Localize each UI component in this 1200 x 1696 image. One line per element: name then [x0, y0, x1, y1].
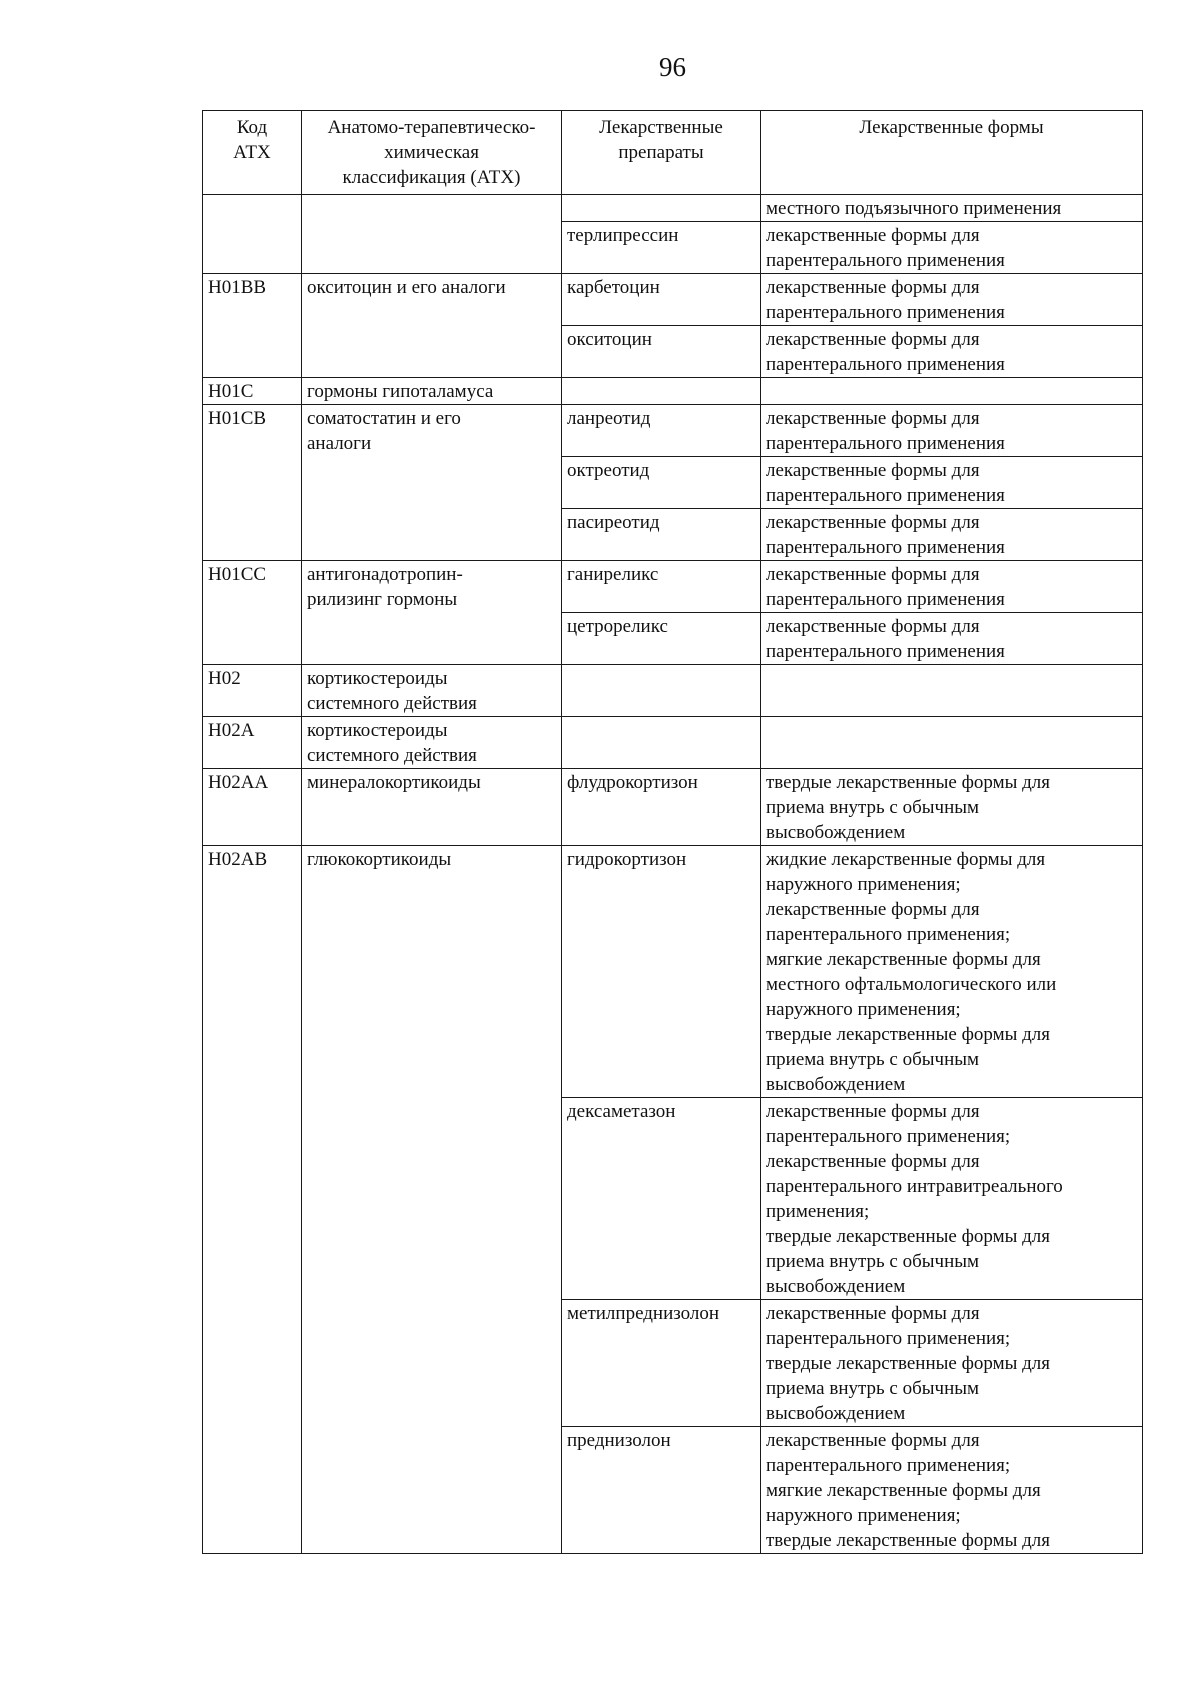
group-cell: гормоны гипоталамуса: [302, 378, 562, 405]
drug-cell: ганиреликс: [562, 561, 761, 613]
drug-cell: ланреотид: [562, 405, 761, 457]
drug-cell: терлипрессин: [562, 222, 761, 274]
form-cell: лекарственные формы для парентерального применения: [761, 326, 1143, 378]
drug-cell: [562, 717, 761, 769]
form-cell: лекарственные формы для парентерального применения: [761, 222, 1143, 274]
group-cell: соматостатин и его аналоги: [302, 405, 562, 561]
form-cell: лекарственные формы для парентерального применения: [761, 613, 1143, 665]
group-cell: кортикостероиды системного действия: [302, 717, 562, 769]
code-cell: H02AB: [203, 846, 302, 1554]
header-forms: Лекарственные формы: [761, 111, 1143, 195]
header-code: Код АТХ: [203, 111, 302, 195]
code-cell: H02: [203, 665, 302, 717]
code-cell: H02AA: [203, 769, 302, 846]
code-cell: H01BB: [203, 274, 302, 378]
code-cell: H01CB: [203, 405, 302, 561]
table-row: [203, 274, 1143, 326]
form-cell: лекарственные формы для парентерального применения: [761, 561, 1143, 613]
group-cell: [302, 195, 562, 274]
table-row: [203, 195, 1143, 222]
drug-cell: карбетоцин: [562, 274, 761, 326]
code-cell: H02A: [203, 717, 302, 769]
table-row: [203, 846, 1143, 1098]
table-header-row: [203, 111, 1143, 195]
code-cell: [203, 195, 302, 274]
drug-cell: окситоцин: [562, 326, 761, 378]
atx-drug-table: [202, 110, 1143, 1554]
form-cell: [761, 665, 1143, 717]
drug-cell: метилпреднизолон: [562, 1300, 761, 1427]
group-cell: кортикостероиды системного действия: [302, 665, 562, 717]
group-cell: минералокортикоиды: [302, 769, 562, 846]
drug-cell: преднизолон: [562, 1427, 761, 1554]
code-cell: H01C: [203, 378, 302, 405]
table-row: [203, 717, 1143, 769]
drug-cell: октреотид: [562, 457, 761, 509]
drug-cell: флудрокортизон: [562, 769, 761, 846]
form-cell: лекарственные формы для парентерального применения; твердые лекарственные формы для приема внутрь с обычным высвобождением: [761, 1300, 1143, 1427]
header-drugs: Лекарственные препараты: [562, 111, 761, 195]
form-cell: лекарственные формы для парентерального применения: [761, 274, 1143, 326]
drug-cell: дексаметазон: [562, 1098, 761, 1300]
form-cell: лекарственные формы для парентерального применения: [761, 405, 1143, 457]
drug-cell: [562, 665, 761, 717]
code-cell: H01CC: [203, 561, 302, 665]
form-cell: лекарственные формы для парентерального применения; лекарственные формы для парентерального интравитреального применения; твердые лекарственные формы для приема внутрь с обычным высвобождением: [761, 1098, 1143, 1300]
drug-cell: пасиреотид: [562, 509, 761, 561]
form-cell: твердые лекарственные формы для приема внутрь с обычным высвобождением: [761, 769, 1143, 846]
table-row: [203, 665, 1143, 717]
form-cell: жидкие лекарственные формы для наружного применения; лекарственные формы для парентерального применения; мягкие лекарственные формы для местного офтальмологического или наружного применения; твердые лекарственные формы для приема внутрь с обычным высвобождением: [761, 846, 1143, 1098]
form-cell: лекарственные формы для парентерального применения: [761, 457, 1143, 509]
drug-cell: [562, 378, 761, 405]
drug-cell: цетрореликс: [562, 613, 761, 665]
header-classification: Анатомо-терапевтическо- химическая классификация (АТХ): [302, 111, 562, 195]
form-cell: лекарственные формы для парентерального применения: [761, 509, 1143, 561]
form-cell: местного подъязычного применения: [761, 195, 1143, 222]
table-row: [203, 561, 1143, 613]
group-cell: глюкокортикоиды: [302, 846, 562, 1554]
form-cell: лекарственные формы для парентерального применения; мягкие лекарственные формы для наружного применения; твердые лекарственные формы для: [761, 1427, 1143, 1554]
table-row: [203, 769, 1143, 846]
group-cell: антигонадотропин- рилизинг гормоны: [302, 561, 562, 665]
table-row: [203, 378, 1143, 405]
table-row: [203, 405, 1143, 457]
drug-cell: [562, 195, 761, 222]
page-number: 96: [659, 52, 686, 82]
group-cell: окситоцин и его аналоги: [302, 274, 562, 378]
drug-cell: гидрокортизон: [562, 846, 761, 1098]
form-cell: [761, 378, 1143, 405]
form-cell: [761, 717, 1143, 769]
